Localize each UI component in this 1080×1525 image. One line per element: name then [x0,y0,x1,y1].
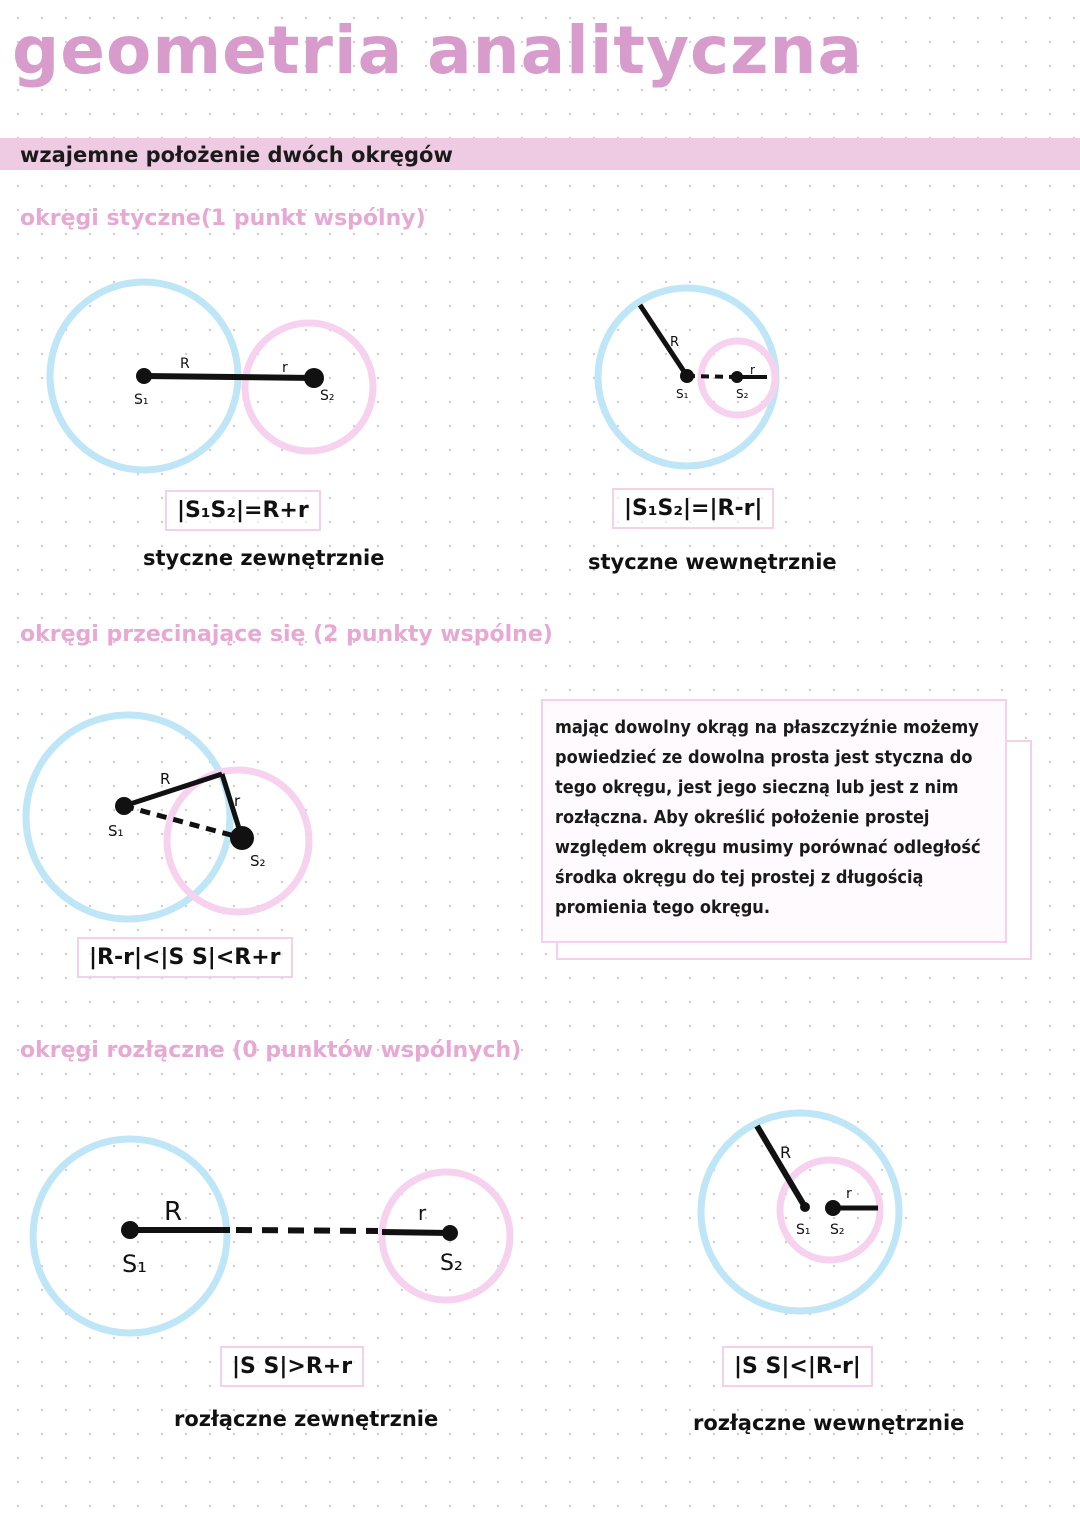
label-r: r [234,792,241,810]
radius-line [640,305,687,376]
diagram-ext-tangent [50,282,373,470]
label-s1: S₁ [122,1250,147,1278]
center-s1 [115,797,133,815]
center-s1 [121,1221,139,1239]
label-s1: S₁ [796,1222,811,1238]
header-bar-text: wzajemne położenie dwóch okręgów [20,143,453,167]
label-R: R [160,770,171,788]
center-s2 [442,1225,458,1241]
section-tangent: okręgi styczne(1 punkt wspólny) [20,206,426,231]
formula-int-disjoint: |S S|<|R-r| [722,1346,873,1387]
distance-line [236,1230,378,1231]
formula-int-tangent: |S₁S₂|=|R-r| [612,488,774,529]
label-R: R [164,1197,183,1227]
center-s1 [680,369,694,383]
caption-int-disjoint: rozłączne wewnętrznie [693,1411,965,1435]
diagram-int-disjoint [701,1113,899,1311]
center-s2 [230,826,254,850]
label-r: r [750,363,755,377]
label-s2: S₂ [440,1251,463,1276]
label-s2: S₂ [830,1222,845,1238]
formula-ext-disjoint: |S S|>R+r [220,1346,364,1387]
small-circle [245,323,373,451]
big-circle [26,715,230,919]
label-R: R [670,335,680,350]
label-s1: S₁ [134,392,149,408]
radius-line [124,774,222,806]
label-s2: S₂ [250,852,266,870]
label-s2: S₂ [736,387,749,401]
diagram-ext-disjoint [33,1139,510,1333]
label-R: R [780,1143,792,1162]
caption-int-tangent: styczne wewnętrznie [588,550,837,574]
page-title: geometria analityczna [12,12,864,89]
label-s1: S₁ [676,387,689,401]
radius-line [144,376,314,378]
label-R: R [180,356,190,372]
center-s2 [825,1200,841,1216]
note-card: mając dowolny okrąg na płaszczyźnie możemy powiedzieć ze dowolna prosta jest styczna do tego okręgu, jest jego sieczną lub jest z nim rozłączna. Aby określić położenie prostej względem okręgu musimy porównać odległość środka okręgu do tej prostej z długością promienia tego okręgu. [541,699,1007,943]
distance-line [687,376,737,377]
label-s2: S₂ [320,388,335,404]
center-s2 [304,368,324,388]
label-s1: S₁ [108,822,124,840]
section-disjoint: okręgi rozłączne (0 punktów wspólnych) [20,1038,522,1063]
caption-ext-tangent: styczne zewnętrznie [143,546,385,570]
diagram-int-tangent [598,288,776,466]
big-circle [701,1113,899,1311]
formula-ext-tangent: |S₁S₂|=R+r [165,490,321,531]
formula-intersect: |R-r|<|S S|<R+r [77,937,293,978]
center-s2 [731,371,743,383]
label-r: r [418,1201,427,1225]
diagram-intersecting [26,715,309,919]
center-s1 [136,368,152,384]
caption-ext-disjoint: rozłączne zewnętrznie [174,1407,439,1431]
distance-line [124,806,242,838]
center-s1 [800,1202,810,1212]
section-intersecting: okręgi przecinające się (2 punkty wspólne) [20,622,553,647]
label-r: r [282,360,288,376]
small-radius-line [382,1232,450,1233]
label-r: r [846,1186,852,1202]
